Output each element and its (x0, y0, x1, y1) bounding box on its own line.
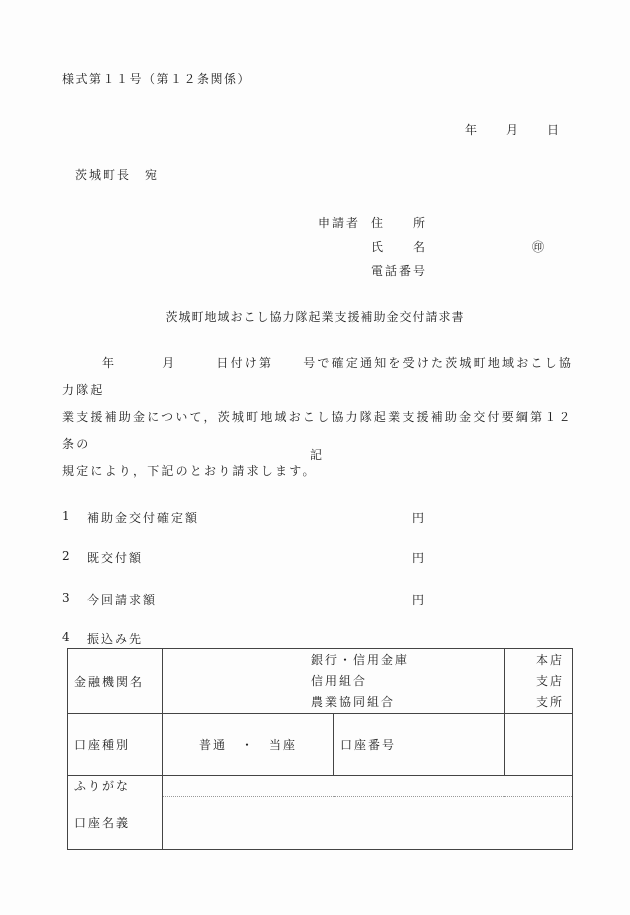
item-unit: 円 (412, 511, 427, 525)
branch-type: 支店 (535, 673, 564, 688)
institution-type: 信用組合 (311, 673, 368, 688)
item-label: 今回請求額 (87, 593, 158, 607)
date-year: 年 (465, 123, 480, 137)
date-month: 月 (506, 123, 521, 137)
item-num: 1 (62, 509, 72, 523)
form-number: 様式第１１号（第１２条関係） (62, 72, 252, 86)
account-name-field[interactable] (163, 797, 573, 850)
branch-type: 支所 (535, 694, 564, 709)
item-num: 3 (62, 591, 72, 605)
furigana-name-label-cell (68, 776, 163, 850)
document-title: 茨城町地域おこし協力隊起業支援補助金交付請求書 (165, 310, 465, 324)
body-day-prefix: 日付け第 (216, 356, 274, 370)
date-day: 日 (547, 123, 562, 137)
body-paragraph (62, 350, 582, 485)
account-type-label: 口座種別 (68, 714, 163, 776)
furigana-row (68, 776, 573, 797)
institution-type: 銀行・信用金庫 (311, 652, 410, 667)
account-name-label: 口座名義 (74, 816, 131, 830)
item-label: 既交付額 (87, 551, 144, 565)
furigana-label: ふりがな (74, 779, 131, 793)
item-label: 補助金交付確定額 (87, 511, 200, 525)
applicant-label: 申請者 (318, 216, 361, 230)
institution-type: 農業協同組合 (311, 694, 396, 709)
branch-type: 本店 (535, 652, 564, 667)
item-num: 2 (62, 549, 72, 563)
item-unit: 円 (412, 551, 427, 565)
item-unit: 円 (412, 593, 427, 607)
item-num: 4 (62, 630, 72, 644)
furigana-field[interactable] (163, 776, 573, 797)
bank-transfer-table (67, 648, 573, 850)
address-label: 住 所 (371, 216, 428, 230)
item-label: 振込み先 (87, 632, 144, 646)
institution-row (68, 649, 573, 714)
ki-heading: 記 (310, 448, 325, 462)
body-year: 年 (102, 356, 117, 370)
institution-name-cell[interactable] (163, 649, 505, 714)
institution-label: 金融機関名 (68, 649, 163, 714)
branch-name-cell[interactable] (504, 649, 572, 714)
account-number-field[interactable] (504, 714, 572, 776)
phone-label: 電話番号 (371, 264, 428, 278)
body-text1: 号で確定通知を受けた茨城町地域おこし協力隊起 (62, 356, 574, 397)
account-type-options[interactable]: 普通 ・ 当座 (163, 714, 334, 776)
account-type-row (68, 714, 573, 776)
seal-icon: ㊞ (532, 240, 547, 254)
body-text2: 業支援補助金について，茨城町地域おこし協力隊起業支援補助金交付要綱第１２条の (62, 410, 573, 451)
body-text3: 規定により，下記のとおり請求します。 (62, 464, 317, 478)
body-month: 月 (162, 356, 177, 370)
account-number-label: 口座番号 (334, 714, 505, 776)
name-label: 氏 名 (371, 240, 428, 254)
addressee: 茨城町長 宛 (75, 168, 160, 182)
